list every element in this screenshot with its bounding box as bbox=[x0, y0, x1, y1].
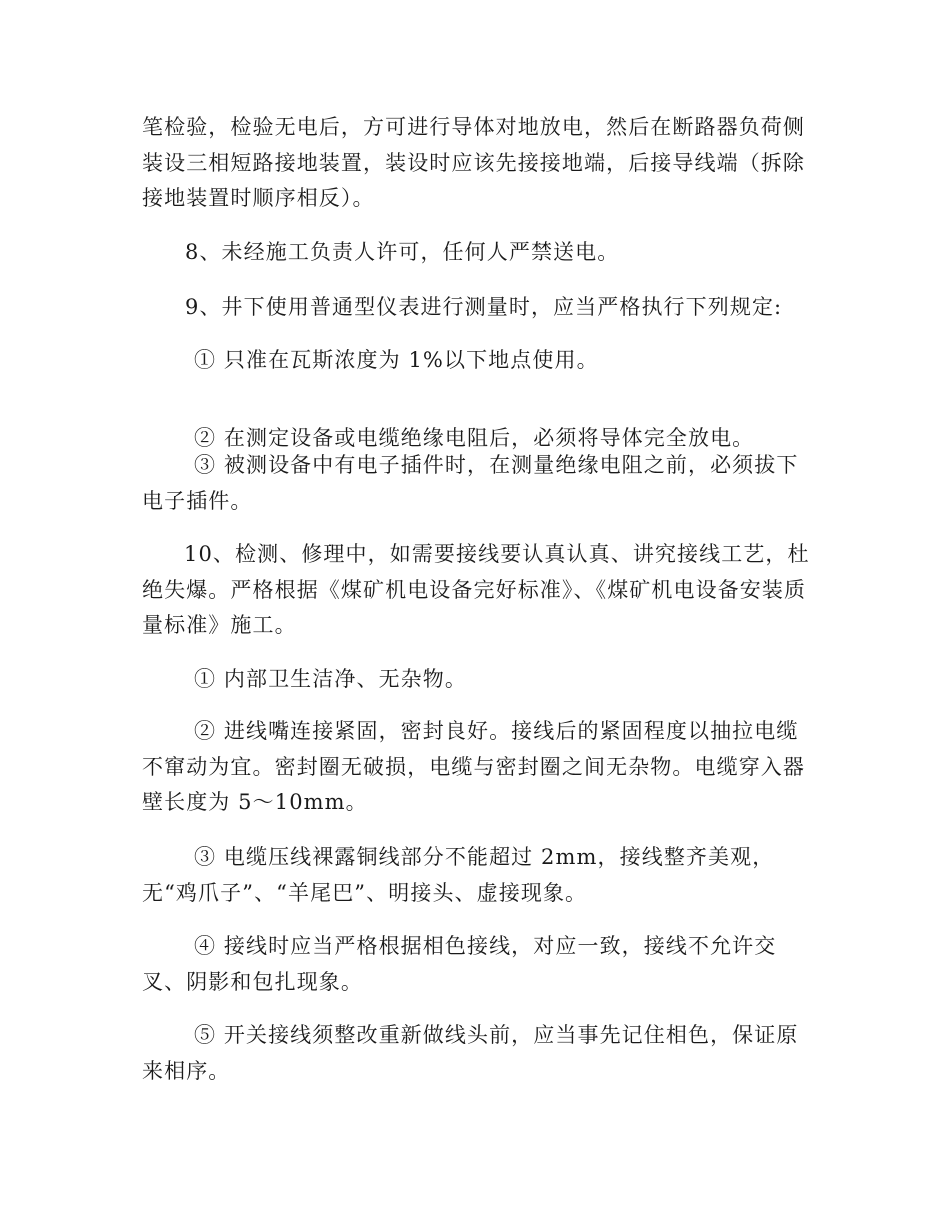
paragraph-item-9-2: ② 在测定设备或电缆绝缘电阻后，必须将导体完全放电。 bbox=[194, 426, 755, 450]
paragraph-continuation: 笔检验，检验无电后，方可进行导体对地放电，然后在断路器负荷侧装设三相短路接地装置，装设时应该先接接地端，后接导线端（拆除接地装置时顺序相反）。 bbox=[142, 115, 805, 210]
paragraph-item-10-5: ⑤ 开关接线须整改重新做线头前，应当事先记住相色，保证原来相序。 bbox=[142, 1023, 799, 1083]
paragraph-item-9: 9、井下使用普通型仪表进行测量时，应当严格执行下列规定: bbox=[185, 295, 783, 319]
paragraph-item-9-1: ① 只准在瓦斯浓度为 1%以下地点使用。 bbox=[194, 348, 599, 372]
paragraph-item-8: 8、未经施工负责人许可，任何人严禁送电。 bbox=[185, 240, 620, 264]
paragraph-item-10: 10、检测、修理中，如需要接线要认真认真、讲究接线工艺，杜绝失爆。严格根据《煤矿机电设备完好标准》、《煤矿机电设备安装质量标准》施工。 bbox=[142, 542, 810, 637]
paragraph-item-10-4: ④ 接线时应当严格根据相色接线，对应一致，接线不允许交叉、阴影和包扎现象。 bbox=[142, 934, 777, 994]
paragraph-item-10-2: ② 进线嘴连接紧固，密封良好。接线后的紧固程度以抽拉电缆不窜动为宜。密封圈无破损，电缆与密封圈之间无杂物。电缆穿入器壁长度为 5～10mm。 bbox=[142, 719, 805, 814]
paragraph-item-10-1: ① 内部卫生洁净、无杂物。 bbox=[194, 667, 467, 691]
paragraph-item-10-3: ③ 电缆压线裸露铜线部分不能超过 2mm，接线整齐美观，无“鸡爪子”、“羊尾巴”、明接头、虚接现象。 bbox=[142, 845, 775, 905]
paragraph-item-9-3: ③ 被测设备中有电子插件时，在测量绝缘电阻之前，必须拔下电子插件。 bbox=[142, 453, 799, 513]
